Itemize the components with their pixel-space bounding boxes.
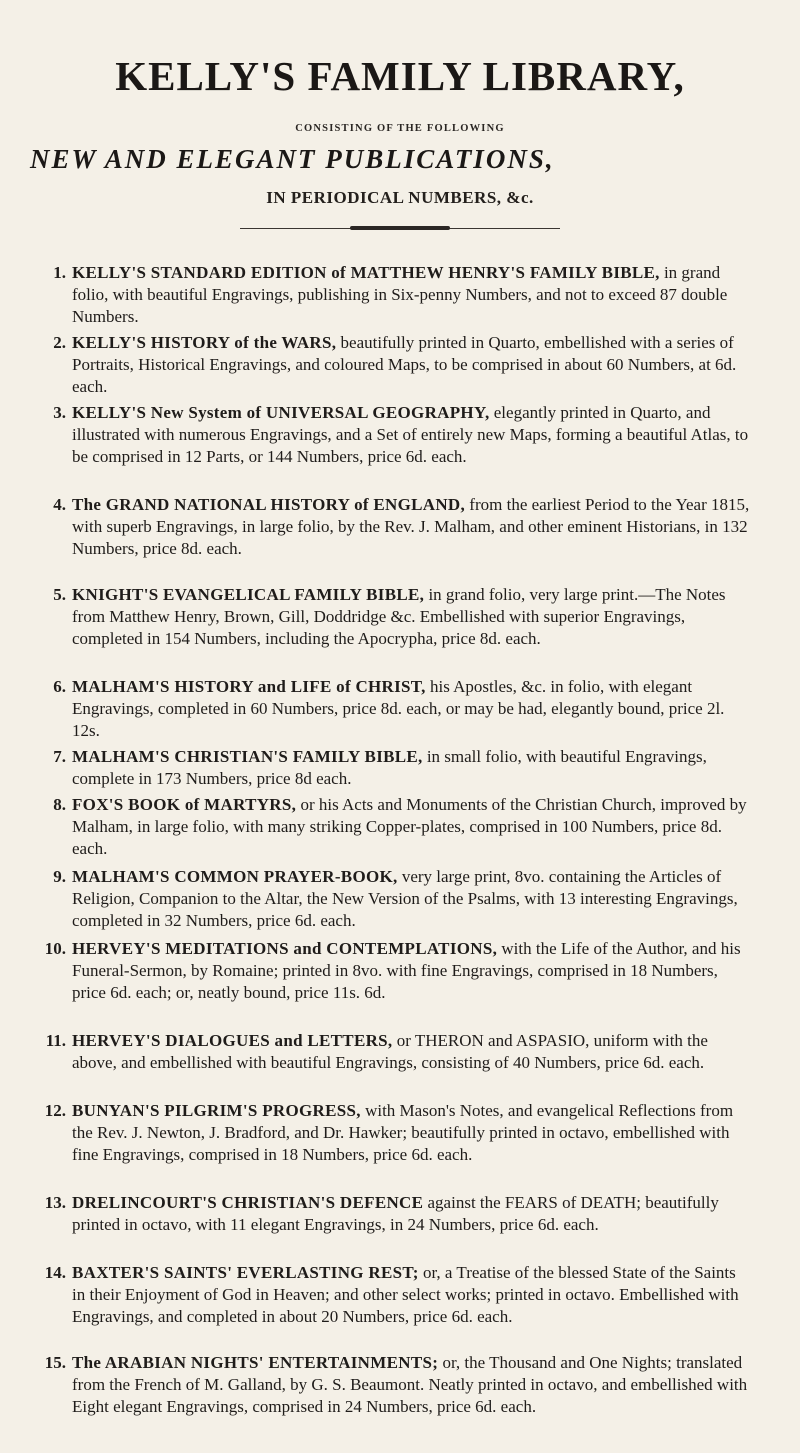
item-number: 3. [53,403,66,422]
list-item [44,1100,752,1166]
list-item [53,262,752,328]
list-item [53,676,752,742]
item-number: 14. [44,1263,66,1282]
item-description: his Apostles, &c. in folio, with elegant Engravings, completed in 60 Numbers, price 8d. each, or may be had, elegantly bound, price 2l. 12s. [72,677,725,740]
item-number: 12. [44,1101,66,1120]
item-title: KELLY'S STANDARD EDITION of MATTHEW HENRY'S FAMILY BIBLE, [72,263,660,282]
item-number: 2. [53,333,66,352]
list-item [44,1192,752,1236]
item-description: with the Life of the Author, and his Funeral-Sermon, by Romaine; printed in 8vo. with fine Engravings, comprised in 18 Numbers, price 6d. each; or, neatly bound, price 11s. 6d. [72,939,741,1002]
list-item [53,332,752,398]
item-description: or, a Treatise of the blessed State of the Saints in their Enjoyment of God in Heaven; and other select works; printed in octavo. Embellished with Engravings, and completed in about 20 Numbers, price 6d. each. [72,1263,739,1326]
ornamental-rule-center [350,226,450,230]
item-description: from the earliest Period to the Year 1815, with superb Engravings, in large folio, by the Rev. J. Malham, and other eminent Historians, in 132 Numbers, price 8d. each. [72,495,750,558]
item-description: with Mason's Notes, and evangelical Reflections from the Rev. J. Newton, J. Bradford, and Dr. Hawker; beautifully printed in octavo, embellished with fine Engravings, comprised in 18 Numbers, price 6d. each. [72,1101,734,1164]
item-description: or, the Thousand and One Nights; translated from the French of M. Galland, by G. S. Beaumont. Neatly printed in octavo, and embellished with Eight elegant Engravings, comprised in 24 Numbers, price 6d. each. [72,1353,748,1416]
item-title: HERVEY'S DIALOGUES and LETTERS, [72,1031,393,1050]
list-item [44,938,752,1004]
item-description: very large print, 8vo. containing the Articles of Religion, Companion to the Altar, the New Version of the Psalms, with 13 interesting Engravings, completed in 32 Numbers, price 6d. each. [72,867,738,930]
publications-subtitle: NEW AND ELEGANT PUBLICATIONS, [30,144,555,174]
item-number: 6. [53,677,66,696]
item-description: in grand folio, very large print.—The Notes from Matthew Henry, Brown, Gill, Doddridge &c. Embellished with superior Engravings, completed in 154 Numbers, including the Apocrypha, price 8d. each. [72,585,726,648]
item-number: 15. [44,1353,66,1372]
publication-list [0,262,800,1422]
item-description: elegantly printed in Quarto, and illustrated with numerous Engravings, and a Set of entirely new Maps, forming a beautiful Atlas, to be comprised in 12 Parts, or 144 Numbers, price 6d. each. [72,403,749,466]
list-item [53,402,752,468]
item-title: BUNYAN'S PILGRIM'S PROGRESS, [72,1101,361,1120]
list-item [44,1352,752,1418]
item-description: beautifully printed in Quarto, embellished with a series of Portraits, Historical Engravings, and coloured Maps, to be comprised in about 60 Numbers, at 6d. each. [72,333,737,396]
item-number: 13. [44,1193,66,1212]
item-title: MALHAM'S COMMON PRAYER-BOOK, [72,867,398,886]
item-number: 4. [53,495,66,514]
list-item [53,494,752,560]
list-item [53,584,752,650]
periodical-line: IN PERIODICAL NUMBERS, &c. [266,188,534,207]
list-item [53,794,752,860]
item-number: 10. [44,939,66,958]
item-title: MALHAM'S HISTORY and LIFE of CHRIST, [72,677,426,696]
item-title: DRELINCOURT'S CHRISTIAN'S DEFENCE [72,1193,424,1212]
item-number: 7. [53,747,66,766]
list-item [53,746,752,790]
list-item [44,1262,752,1328]
item-title: KNIGHT'S EVANGELICAL FAMILY BIBLE, [72,585,425,604]
list-item [53,866,752,932]
item-number: 8. [53,795,66,814]
item-description: or THERON and ASPASIO, uniform with the above, and embellished with beautiful Engravings, consisting of 40 Numbers, price 6d. each. [72,1031,708,1072]
library-title: KELLY'S FAMILY LIBRARY, [115,53,685,99]
consisting-line: CONSISTING OF THE FOLLOWING [295,123,505,134]
item-description: or his Acts and Monuments of the Christian Church, improved by Malham, in large folio, with many striking Copper-plates, comprised in 100 Numbers, price 8d. each. [72,795,747,858]
item-title: KELLY'S New System of UNIVERSAL GEOGRAPHY, [72,403,490,422]
item-title: BAXTER'S SAINTS' EVERLASTING REST; [72,1263,419,1282]
item-title: The ARABIAN NIGHTS' ENTERTAINMENTS; [72,1353,439,1372]
item-title: KELLY'S HISTORY of the WARS, [72,333,337,352]
item-title: MALHAM'S CHRISTIAN'S FAMILY BIBLE, [72,747,423,766]
item-number: 1. [53,263,66,282]
list-item [45,1030,752,1074]
item-description: in grand folio, with beautiful Engravings, publishing in Six-penny Numbers, and not to exceed 87 double Numbers. [72,263,728,326]
item-description: against the FEARS of DEATH; beautifully printed in octavo, with 11 elegant Engravings, in 24 Numbers, price 6d. each. [72,1193,719,1234]
item-number: 9. [53,867,66,886]
item-title: HERVEY'S MEDITATIONS and CONTEMPLATIONS, [72,939,498,958]
item-number: 11. [45,1031,66,1050]
item-number: 5. [53,585,66,604]
item-description: in small folio, with beautiful Engravings, complete in 173 Numbers, price 8d each. [72,747,707,788]
item-title: FOX'S BOOK of MARTYRS, [72,795,297,814]
item-title: The GRAND NATIONAL HISTORY of ENGLAND, [72,495,466,514]
